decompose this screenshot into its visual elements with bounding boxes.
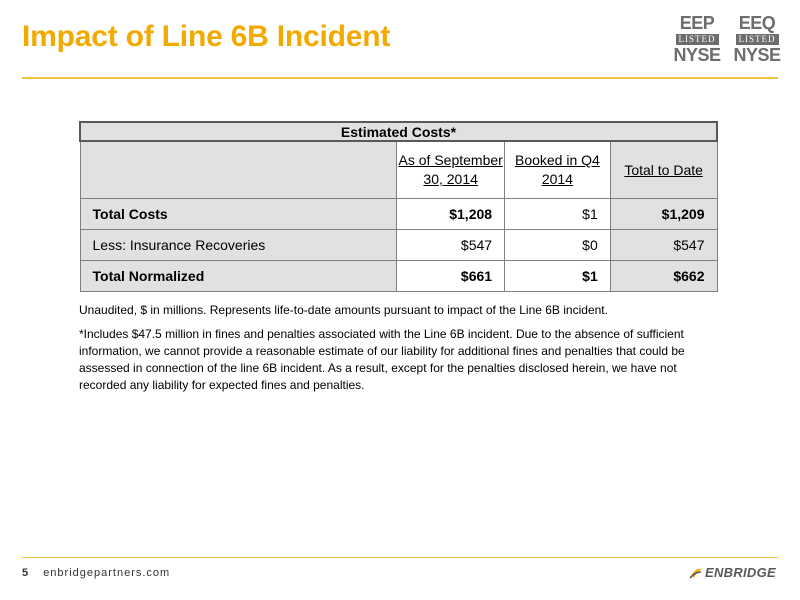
cell-value: $1,208 xyxy=(397,199,505,230)
column-header-booked: Booked in Q4 2014 xyxy=(505,141,611,199)
column-header-as-of: As of September 30, 2014 xyxy=(397,141,505,199)
cell-value: $547 xyxy=(397,230,505,261)
row-label: Less: Insurance Recoveries xyxy=(80,230,397,261)
table-row xyxy=(80,230,717,261)
badge-listed: LISTED xyxy=(676,34,719,45)
page-title: Impact of Line 6B Incident xyxy=(22,20,391,53)
table-header: Estimated Costs* xyxy=(80,122,717,141)
eeq-nyse-badge xyxy=(734,14,780,65)
cell-value: $662 xyxy=(610,261,717,292)
cell-value: $661 xyxy=(397,261,505,292)
row-label: Total Normalized xyxy=(80,261,397,292)
eep-nyse-badge xyxy=(674,14,720,65)
footer-url[interactable]: enbridgepartners.com xyxy=(43,567,171,579)
table-row xyxy=(80,261,717,292)
page-number: 5 xyxy=(22,567,30,579)
badge-ticker: EEP xyxy=(679,13,715,33)
footnote-unaudited: Unaudited, $ in millions. Represents life-to-date amounts pursuant to impact of the Line 6B incident. xyxy=(79,303,608,317)
exchange-badges xyxy=(674,14,780,65)
cell-value: $1,209 xyxy=(610,199,717,230)
estimated-costs-table xyxy=(79,121,718,292)
enbridge-mark-icon xyxy=(689,566,703,580)
cell-value: $1 xyxy=(505,261,611,292)
footer-divider xyxy=(22,557,778,558)
badge-exchange: NYSE xyxy=(673,45,721,65)
table-row xyxy=(80,199,717,230)
footnote-fines: *Includes $47.5 million in fines and penalties associated with the Line 6B incident. Due to the absence of sufficient information, we cannot provide a reasonable estimate of our liability for additional fines and penalties that could be assessed in connection of the line 6B incident. As a result, except for the penalties disclosed herein, we have not recorded any liability for expected fines and penalties. xyxy=(79,327,685,392)
row-label: Total Costs xyxy=(80,199,397,230)
logo-text: ENBRIDGE xyxy=(704,565,776,580)
column-header-total: Total to Date xyxy=(610,141,717,199)
title-divider xyxy=(22,77,778,79)
table-corner-cell xyxy=(80,141,397,199)
cell-value: $0 xyxy=(505,230,611,261)
cell-value: $547 xyxy=(610,230,717,261)
footer xyxy=(22,567,170,579)
badge-ticker: EEQ xyxy=(738,13,776,33)
cell-value: $1 xyxy=(505,199,611,230)
badge-exchange: NYSE xyxy=(733,45,781,65)
badge-listed: LISTED xyxy=(736,34,779,45)
enbridge-logo xyxy=(689,565,776,580)
